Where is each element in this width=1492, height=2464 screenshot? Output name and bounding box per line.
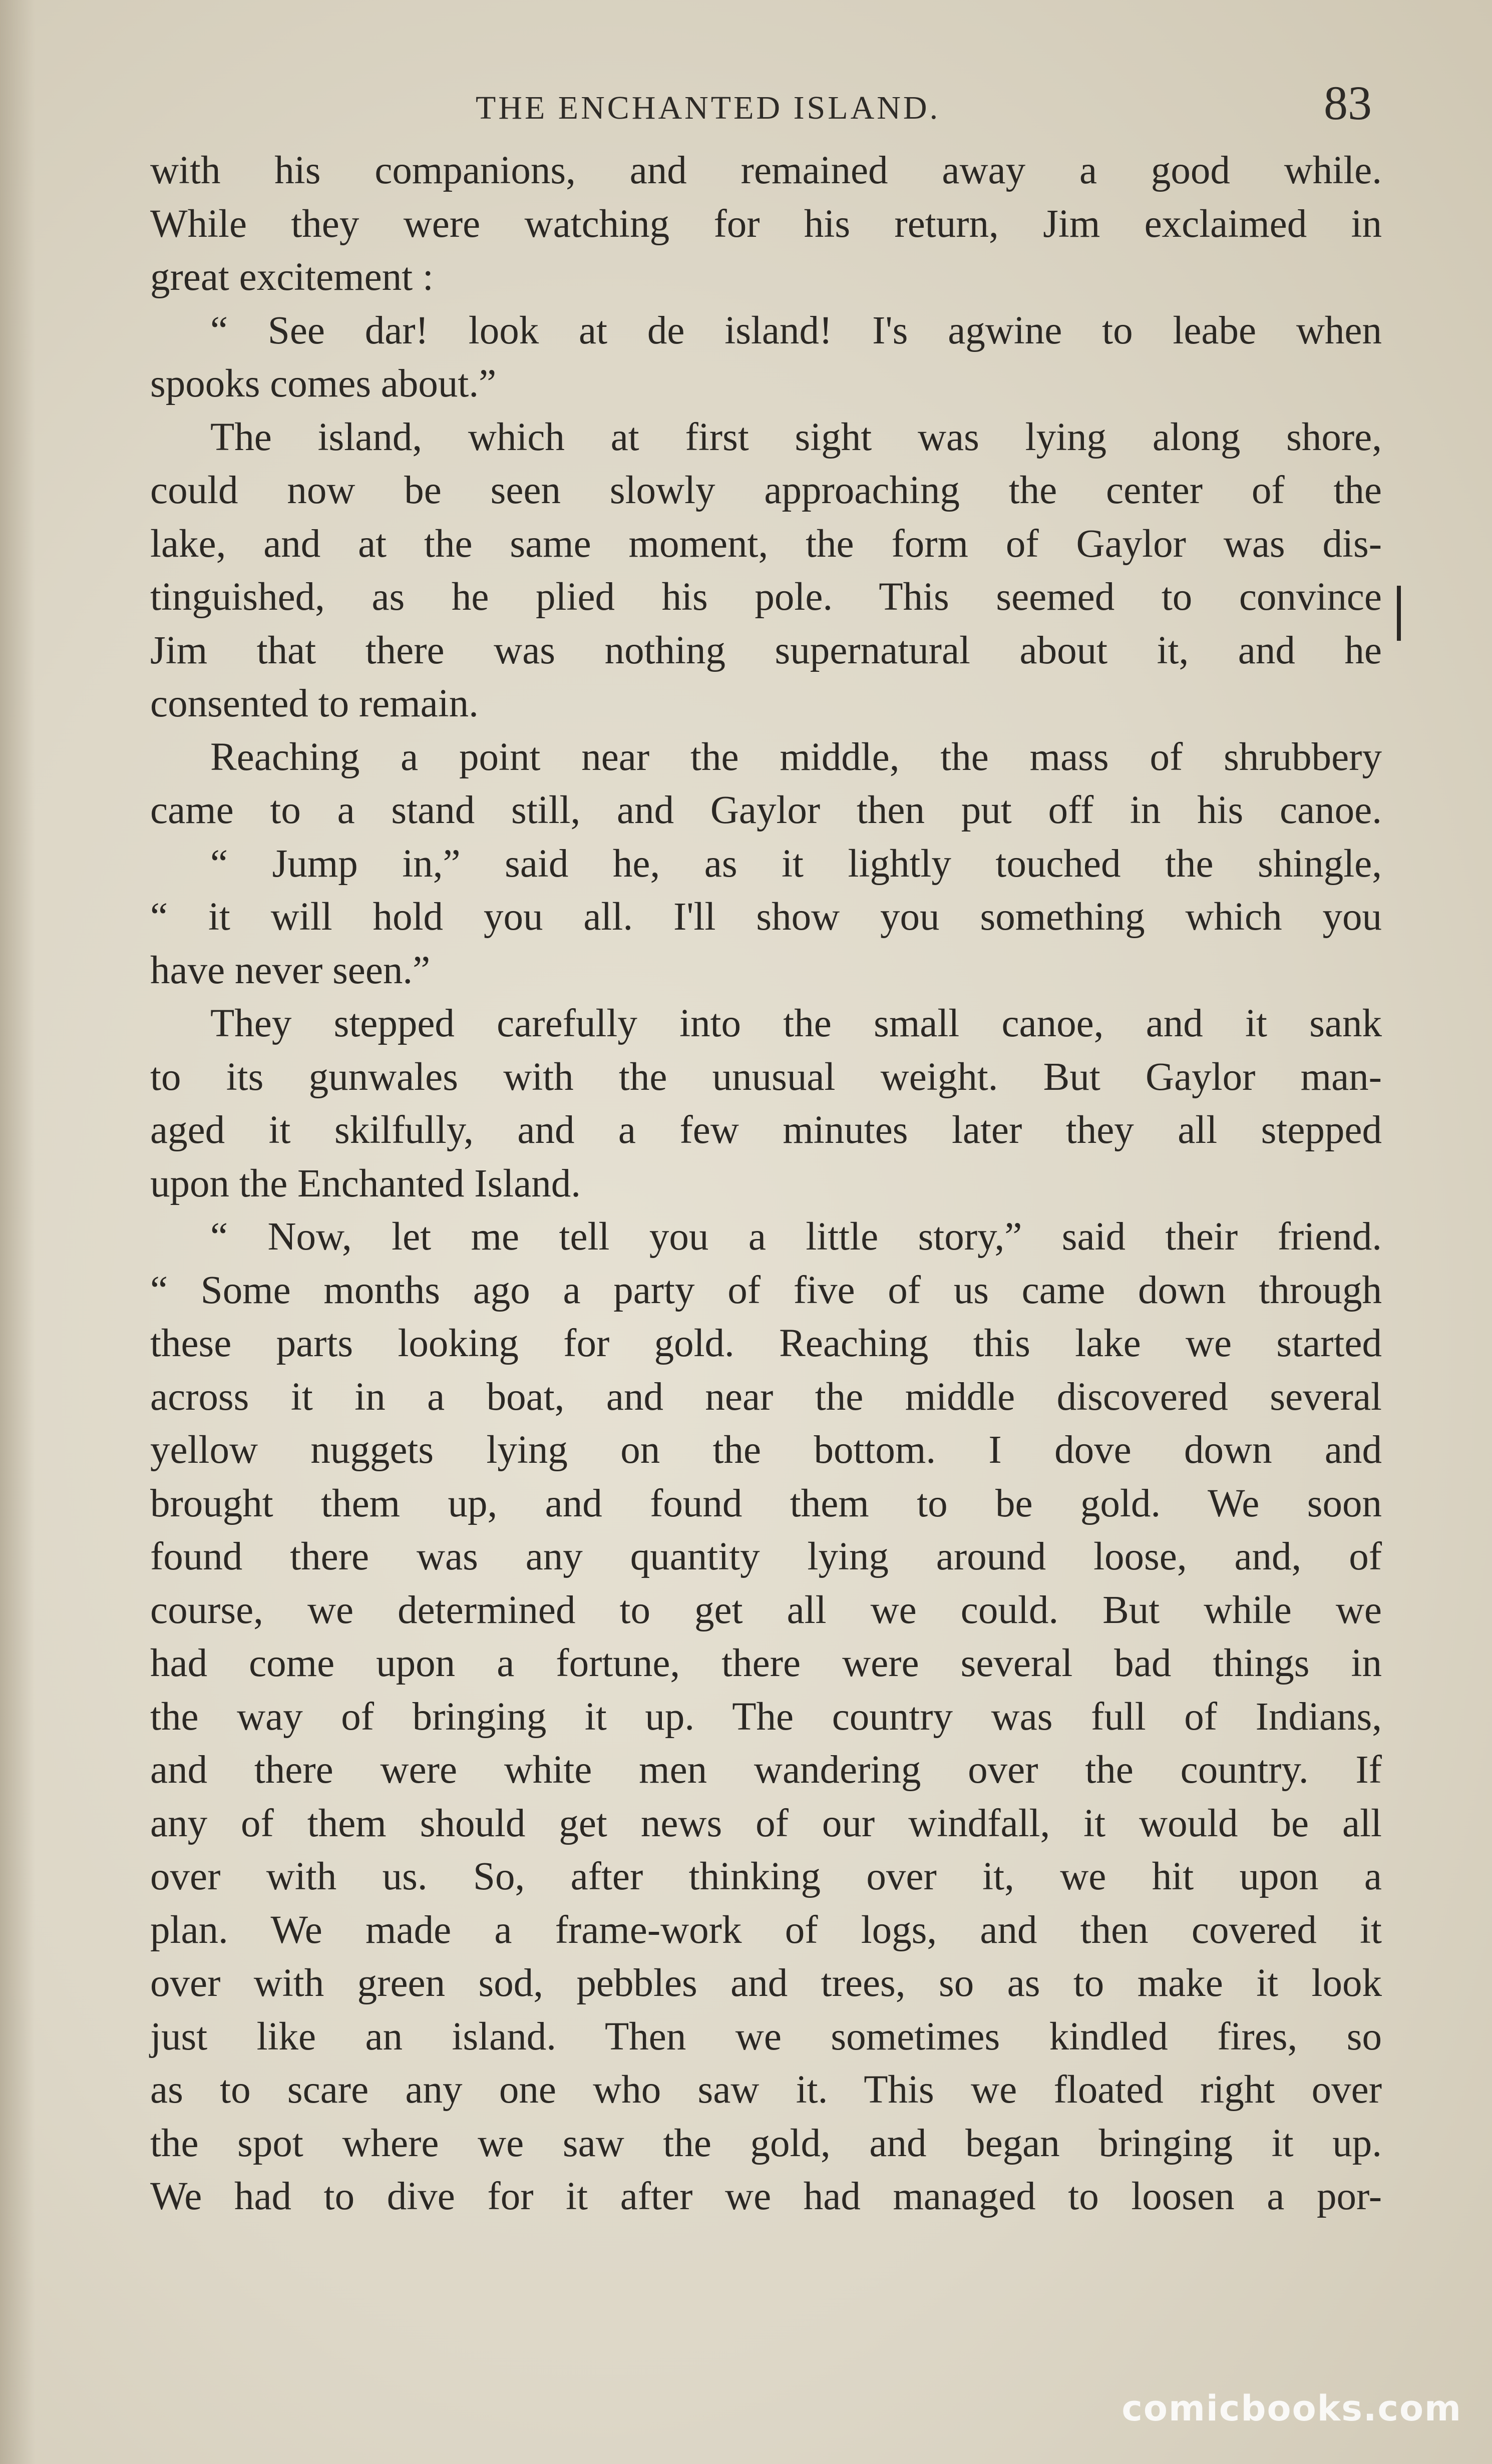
text-line: found there was any quantity lying around loose, and, of: [150, 1535, 1382, 1578]
text-line: “ Now, let me tell you a little story,” said their friend.: [210, 1215, 1382, 1259]
text-line: plan. We made a frame-work of logs, and then covered it: [150, 1908, 1382, 1952]
text-line: great excitement :: [150, 255, 434, 299]
text-line: over with us. So, after thinking over it, we hit upon a: [150, 1855, 1382, 1898]
text-line: any of them should get news of our windfall, it would be all: [150, 1801, 1382, 1845]
text-line: just like an island. Then we sometimes kindled fires, so: [150, 2014, 1382, 2059]
text-line: “ Jump in,” said he, as it lightly touched the shingle,: [210, 842, 1382, 886]
text-line: upon the Enchanted Island.: [150, 1161, 581, 1205]
page-number: 83: [1324, 76, 1372, 130]
text-line: spooks comes about.”: [150, 362, 497, 405]
text-line: across it in a boat, and near the middle discovered several: [150, 1375, 1382, 1419]
body-text: [150, 144, 1382, 2262]
text-line: had come upon a fortune, there were several bad things in: [150, 1641, 1382, 1685]
text-line: Reaching a point near the middle, the mass of shrubbery: [210, 735, 1382, 779]
text-line: these parts looking for gold. Reaching this lake we started: [150, 1322, 1382, 1365]
text-line: over with green sod, pebbles and trees, so as to make it look: [150, 1961, 1382, 2005]
text-line: to its gunwales with the unusual weight. But Gaylor man-: [150, 1055, 1382, 1099]
text-line: While they were watching for his return, Jim exclaimed in: [150, 202, 1382, 246]
text-line: brought them up, and found them to be gold. We soon: [150, 1481, 1382, 1525]
text-line: course, we determined to get all we could. But while we: [150, 1588, 1382, 1632]
text-line: “ See dar! look at de island! I's agwine to leabe when: [210, 308, 1382, 352]
watermark: comicbooks.com: [1122, 2388, 1462, 2429]
margin-mark: [1397, 586, 1401, 641]
text-line: We had to dive for it after we had managed to loosen a por-: [150, 2175, 1382, 2218]
text-line: aged it skilfully, and a few minutes later they all stepped: [150, 1108, 1382, 1152]
page-edge-shadow: [0, 0, 35, 2464]
text-line: the spot where we saw the gold, and began bringing it up.: [150, 2121, 1382, 2165]
text-line: lake, and at the same moment, the form of Gaylor was dis-: [150, 522, 1382, 566]
text-line: the way of bringing it up. The country was full of Indians,: [150, 1695, 1382, 1739]
text-line: Jim that there was nothing supernatural about it, and he: [150, 628, 1382, 672]
text-line: “ Some months ago a party of five of us came down through: [150, 1268, 1382, 1312]
text-line: They stepped carefully into the small canoe, and it sank: [210, 1002, 1382, 1045]
text-line: with his companions, and remained away a good while.: [150, 149, 1382, 192]
running-head: [150, 75, 1392, 135]
text-line: The island, which at first sight was lying along shore,: [210, 415, 1382, 459]
text-line: tinguished, as he plied his pole. This seemed to convince: [150, 575, 1382, 619]
text-line: as to scare any one who saw it. This we floated right over: [150, 2068, 1382, 2112]
running-head-title: THE ENCHANTED ISLAND.: [476, 90, 941, 126]
text-line: came to a stand still, and Gaylor then put off in his canoe.: [150, 788, 1382, 832]
text-line: yellow nuggets lying on the bottom. I dove down and: [150, 1428, 1382, 1472]
text-line: could now be seen slowly approaching the center of the: [150, 469, 1382, 512]
text-line: “ it will hold you all. I'll show you something which you: [150, 895, 1382, 939]
text-line: and there were white men wandering over the country. If: [150, 1748, 1382, 1792]
text-line: consented to remain.: [150, 682, 479, 725]
text-line: have never seen.”: [150, 948, 431, 992]
